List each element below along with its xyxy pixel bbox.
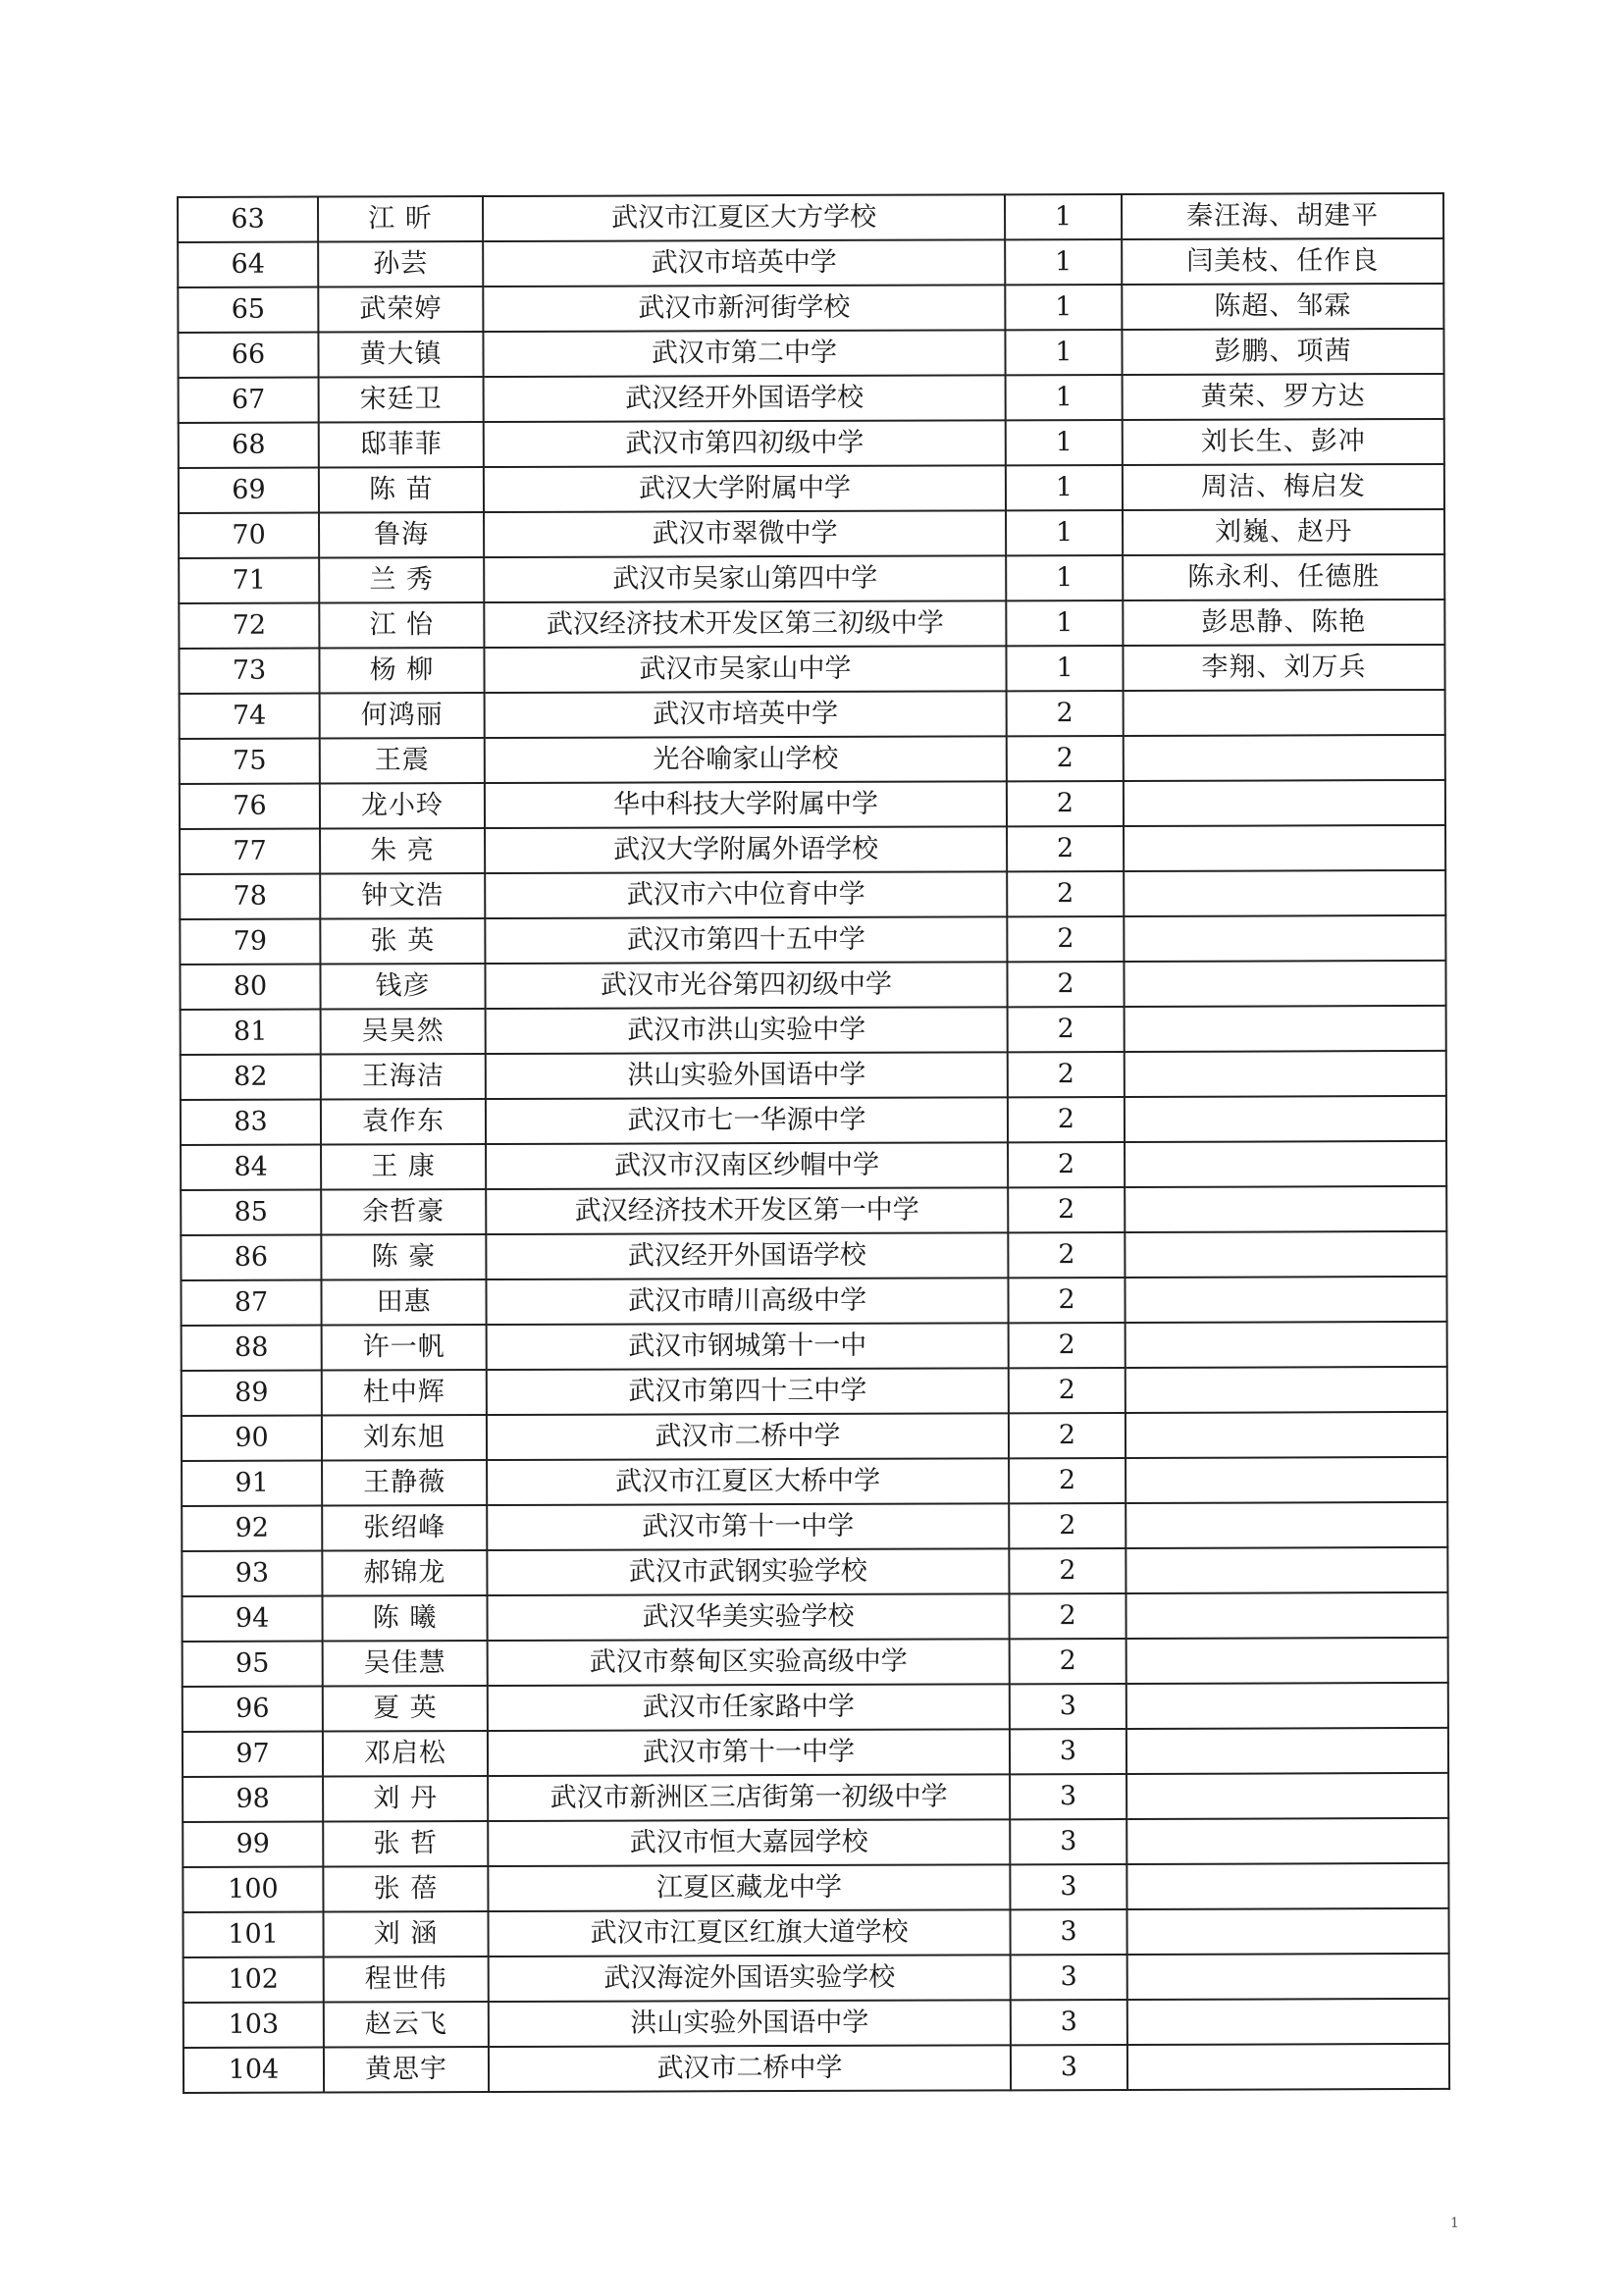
- school-cell: 武汉大学附属外语学校: [485, 826, 1007, 873]
- row-number-cell: 100: [183, 1867, 323, 1912]
- table-row: [181, 1006, 1446, 1055]
- mentor-cell: [1124, 825, 1445, 871]
- school-cell: 武汉市翠微中学: [484, 510, 1006, 557]
- table-row: [179, 374, 1444, 423]
- row-number-cell: 77: [180, 829, 320, 874]
- mentor-cell: [1126, 1818, 1448, 1864]
- row-number-cell: 81: [181, 1010, 321, 1055]
- row-number-cell: 63: [178, 197, 318, 242]
- school-cell: 武汉市第十一中学: [488, 1729, 1010, 1776]
- school-cell: 武汉海淀外国语实验学校: [489, 1955, 1011, 2002]
- table-row: [182, 1412, 1447, 1461]
- table-row: [183, 1908, 1448, 1957]
- award-level-cell: 1: [1006, 510, 1123, 555]
- row-number-cell: 92: [182, 1506, 322, 1551]
- table-row: [182, 1322, 1447, 1371]
- table-row: [182, 1367, 1447, 1416]
- mentor-cell: 彭鹏、项茜: [1122, 329, 1443, 375]
- mentor-cell: 黄荣、罗方达: [1123, 374, 1444, 420]
- name-cell: 何鸿丽: [320, 693, 485, 739]
- award-level-cell: 1: [1006, 420, 1123, 465]
- row-number-cell: 79: [180, 919, 320, 965]
- table-row: [182, 1547, 1447, 1596]
- row-number-cell: 103: [183, 2003, 324, 2048]
- mentor-cell: [1126, 1412, 1447, 1458]
- row-number-cell: 102: [183, 1957, 324, 2003]
- table-row: [181, 1141, 1446, 1190]
- award-level-cell: 2: [1008, 1142, 1125, 1187]
- school-cell: 武汉经济技术开发区第三初级中学: [484, 600, 1006, 648]
- mentor-cell: [1126, 1457, 1447, 1503]
- table-row: [183, 1818, 1448, 1867]
- mentor-cell: [1124, 961, 1445, 1007]
- name-cell: 刘东旭: [322, 1415, 487, 1461]
- school-cell: 武汉市钢城第十一中: [487, 1323, 1009, 1370]
- table-row: [180, 825, 1445, 874]
- table-row: [178, 284, 1443, 333]
- row-number-cell: 74: [180, 694, 320, 739]
- name-cell: 龙小玲: [320, 783, 485, 829]
- name-cell: 郝锦龙: [322, 1550, 487, 1596]
- mentor-cell: [1124, 690, 1445, 736]
- award-level-cell: 3: [1010, 1729, 1126, 1774]
- school-cell: 武汉市培英中学: [485, 691, 1007, 738]
- row-number-cell: 72: [179, 603, 319, 649]
- school-cell: 江夏区藏龙中学: [488, 1864, 1010, 1911]
- award-level-cell: 2: [1009, 1323, 1126, 1368]
- award-level-cell: 2: [1007, 736, 1124, 781]
- mentor-cell: [1126, 1592, 1447, 1639]
- school-cell: 武汉市江夏区红旗大道学校: [488, 1909, 1010, 1957]
- name-cell: 王震: [320, 738, 485, 784]
- table-row: [180, 915, 1445, 965]
- mentor-cell: [1126, 1683, 1448, 1729]
- row-number-cell: 82: [181, 1055, 321, 1100]
- name-cell: 武荣婷: [318, 287, 483, 333]
- row-number-cell: 65: [178, 287, 318, 333]
- school-cell: 武汉市第十一中学: [487, 1503, 1009, 1550]
- award-level-cell: 1: [1006, 600, 1123, 646]
- school-cell: 华中科技大学附属中学: [485, 781, 1007, 828]
- award-level-cell: 3: [1010, 1684, 1126, 1729]
- award-level-cell: 2: [1007, 781, 1124, 826]
- award-level-cell: 1: [1005, 285, 1122, 330]
- row-number-cell: 83: [181, 1100, 321, 1145]
- school-cell: 武汉市晴川高级中学: [486, 1278, 1008, 1325]
- name-cell: 黄思宇: [324, 2047, 489, 2093]
- row-number-cell: 91: [182, 1461, 322, 1506]
- award-level-cell: 1: [1006, 646, 1123, 691]
- table-row: [183, 1683, 1448, 1732]
- name-cell: 朱 亮: [320, 828, 485, 874]
- mentor-cell: [1127, 1999, 1449, 2045]
- table-row: [181, 1231, 1446, 1280]
- name-cell: 王静薇: [322, 1460, 487, 1506]
- mentor-cell: [1125, 1231, 1446, 1278]
- name-cell: 张绍峰: [322, 1505, 487, 1551]
- table-row: [181, 1186, 1446, 1235]
- roster-table-body: [178, 193, 1449, 2093]
- school-cell: 武汉市吴家山中学: [484, 646, 1006, 693]
- school-cell: 武汉市吴家山第四中学: [484, 555, 1006, 602]
- table-row: [180, 780, 1445, 829]
- mentor-cell: 陈超、邹霖: [1122, 284, 1443, 330]
- award-level-cell: 2: [1009, 1593, 1126, 1639]
- mentor-cell: [1127, 1954, 1449, 2000]
- table-row: [178, 193, 1443, 242]
- school-cell: 武汉市光谷第四初级中学: [485, 962, 1007, 1009]
- school-cell: 武汉市二桥中学: [489, 2045, 1011, 2092]
- award-level-cell: 3: [1011, 2045, 1127, 2090]
- table-row: [183, 2044, 1449, 2093]
- table-row: [178, 238, 1443, 287]
- award-level-cell: 1: [1006, 555, 1123, 600]
- award-level-cell: 2: [1008, 1187, 1125, 1232]
- award-level-cell: 1: [1005, 194, 1122, 239]
- mentor-cell: [1125, 1096, 1446, 1142]
- mentor-cell: 刘巍、赵丹: [1123, 509, 1444, 555]
- row-number-cell: 101: [183, 1912, 323, 1957]
- school-cell: 武汉市培英中学: [483, 239, 1005, 287]
- row-number-cell: 85: [181, 1190, 321, 1235]
- row-number-cell: 87: [181, 1280, 321, 1326]
- name-cell: 钱彦: [320, 964, 485, 1010]
- row-number-cell: 66: [178, 333, 318, 378]
- mentor-cell: [1125, 1051, 1446, 1097]
- name-cell: 杜中辉: [322, 1370, 487, 1416]
- name-cell: 杨 柳: [319, 648, 484, 694]
- row-number-cell: 75: [180, 739, 320, 784]
- row-number-cell: 90: [182, 1416, 322, 1461]
- school-cell: 武汉市汉南区纱帽中学: [486, 1142, 1008, 1189]
- school-cell: 武汉市第四初级中学: [484, 420, 1006, 467]
- school-cell: 武汉市六中位育中学: [485, 871, 1007, 918]
- table-row: [179, 419, 1444, 468]
- school-cell: 武汉市二桥中学: [487, 1413, 1009, 1460]
- award-level-cell: 2: [1008, 1278, 1125, 1323]
- row-number-cell: 67: [179, 378, 319, 423]
- mentor-cell: [1125, 1006, 1446, 1052]
- name-cell: 陈 苗: [319, 467, 484, 513]
- school-cell: 武汉市恒大嘉园学校: [488, 1819, 1010, 1866]
- table-row: [181, 1096, 1446, 1145]
- row-number-cell: 71: [179, 558, 319, 603]
- mentor-cell: [1124, 915, 1445, 962]
- mentor-cell: [1126, 1908, 1448, 1955]
- name-cell: 程世伟: [324, 1957, 489, 2003]
- name-cell: 余哲豪: [321, 1189, 486, 1235]
- award-level-cell: 1: [1006, 375, 1123, 420]
- page-number: 1: [1450, 2216, 1459, 2231]
- mentor-cell: 刘长生、彭冲: [1123, 419, 1444, 465]
- name-cell: 江 昕: [318, 196, 483, 242]
- award-level-cell: 2: [1007, 962, 1124, 1007]
- school-cell: 武汉市江夏区大桥中学: [487, 1458, 1009, 1505]
- row-number-cell: 64: [178, 242, 318, 287]
- name-cell: 兰 秀: [319, 557, 484, 603]
- mentor-cell: [1126, 1728, 1448, 1774]
- table-row: [180, 870, 1445, 919]
- row-number-cell: 104: [183, 2048, 324, 2093]
- school-cell: 洪山实验外国语中学: [486, 1052, 1008, 1099]
- table-row: [179, 554, 1444, 603]
- award-level-cell: 3: [1011, 2000, 1127, 2045]
- name-cell: 张 哲: [323, 1821, 488, 1867]
- award-level-cell: 3: [1010, 1909, 1126, 1955]
- award-level-cell: 3: [1010, 1864, 1126, 1909]
- award-level-cell: 2: [1008, 1097, 1125, 1142]
- name-cell: 陈 曦: [322, 1595, 487, 1642]
- award-level-cell: 2: [1008, 1007, 1125, 1052]
- row-number-cell: 99: [183, 1822, 323, 1867]
- award-level-cell: 3: [1010, 1819, 1126, 1864]
- mentor-cell: 秦汪海、胡建平: [1122, 193, 1443, 239]
- mentor-cell: [1126, 1367, 1447, 1413]
- table-row: [183, 1954, 1449, 2003]
- award-level-cell: 2: [1009, 1548, 1126, 1593]
- table-row: [182, 1457, 1447, 1506]
- table-row: [180, 690, 1445, 739]
- mentor-cell: 闫美枝、任作良: [1122, 238, 1443, 285]
- award-level-cell: 2: [1007, 916, 1124, 962]
- name-cell: 邸菲菲: [319, 422, 484, 468]
- name-cell: 陈 豪: [321, 1234, 486, 1280]
- school-cell: 光谷喻家山学校: [485, 736, 1007, 783]
- table-row: [183, 1999, 1449, 2048]
- row-number-cell: 88: [182, 1326, 322, 1371]
- school-cell: 武汉大学附属中学: [484, 465, 1006, 512]
- mentor-cell: [1127, 2044, 1449, 2090]
- name-cell: 黄大镇: [318, 332, 483, 378]
- school-cell: 武汉华美实验学校: [487, 1593, 1009, 1641]
- name-cell: 吴佳慧: [323, 1641, 488, 1687]
- mentor-cell: 彭思静、陈艳: [1123, 600, 1444, 646]
- table-row: [182, 1502, 1447, 1551]
- school-cell: 武汉经济技术开发区第一中学: [486, 1187, 1008, 1234]
- row-number-cell: 95: [183, 1642, 323, 1687]
- mentor-cell: [1124, 735, 1445, 781]
- row-number-cell: 93: [182, 1551, 322, 1596]
- award-level-cell: 2: [1007, 691, 1124, 736]
- mentor-cell: [1126, 1773, 1448, 1819]
- name-cell: 张 蓓: [323, 1866, 488, 1912]
- table-row: [179, 600, 1444, 649]
- mentor-cell: [1126, 1502, 1447, 1548]
- mentor-cell: [1126, 1322, 1447, 1368]
- name-cell: 邓启松: [323, 1731, 488, 1777]
- name-cell: 宋廷卫: [319, 377, 484, 423]
- row-number-cell: 98: [183, 1777, 323, 1822]
- mentor-cell: [1125, 1277, 1446, 1323]
- mentor-cell: [1125, 1186, 1446, 1232]
- name-cell: 江 怡: [319, 602, 484, 649]
- award-level-cell: 2: [1010, 1639, 1126, 1684]
- school-cell: 武汉经开外国语学校: [486, 1232, 1008, 1279]
- table-row: [179, 464, 1444, 513]
- name-cell: 许一帆: [322, 1325, 487, 1371]
- row-number-cell: 94: [182, 1596, 322, 1642]
- school-cell: 武汉市第四十三中学: [487, 1368, 1009, 1415]
- award-level-cell: 1: [1005, 239, 1122, 285]
- table-row: [179, 509, 1444, 558]
- table-row: [182, 1592, 1447, 1642]
- table-row: [183, 1638, 1448, 1687]
- school-cell: 武汉市第二中学: [483, 330, 1005, 377]
- school-cell: 武汉市江夏区大方学校: [483, 194, 1005, 241]
- table-row: [180, 735, 1445, 784]
- school-cell: 武汉市第四十五中学: [485, 916, 1007, 964]
- award-level-cell: 3: [1010, 1774, 1126, 1819]
- mentor-cell: [1126, 1547, 1447, 1593]
- row-number-cell: 78: [180, 874, 320, 919]
- name-cell: 王 康: [321, 1144, 486, 1190]
- name-cell: 孙芸: [318, 241, 483, 287]
- award-level-cell: 2: [1009, 1458, 1126, 1503]
- school-cell: 武汉市七一华源中学: [486, 1097, 1008, 1144]
- row-number-cell: 76: [180, 784, 320, 829]
- name-cell: 王海洁: [321, 1054, 486, 1100]
- row-number-cell: 80: [180, 965, 320, 1010]
- row-number-cell: 97: [183, 1732, 323, 1777]
- mentor-cell: [1126, 1638, 1448, 1684]
- name-cell: 赵云飞: [324, 2002, 489, 2048]
- table-row: [180, 961, 1445, 1010]
- table-row: [179, 645, 1444, 694]
- school-cell: 武汉市任家路中学: [488, 1684, 1010, 1731]
- row-number-cell: 73: [179, 649, 319, 694]
- mentor-cell: [1125, 1141, 1446, 1187]
- table-row: [181, 1051, 1446, 1100]
- name-cell: 袁作东: [321, 1099, 486, 1145]
- mentor-cell: 陈永利、任德胜: [1123, 554, 1444, 600]
- award-level-cell: 2: [1007, 826, 1124, 871]
- row-number-cell: 69: [179, 468, 319, 513]
- table-row: [183, 1728, 1448, 1777]
- award-level-cell: 2: [1008, 1232, 1125, 1278]
- name-cell: 钟文浩: [320, 873, 485, 919]
- school-cell: 武汉市武钢实验学校: [487, 1548, 1009, 1595]
- row-number-cell: 96: [183, 1687, 323, 1732]
- award-roster-table: [177, 192, 1450, 2094]
- table-row: [178, 329, 1443, 378]
- table-row: [183, 1773, 1448, 1822]
- row-number-cell: 68: [179, 423, 319, 468]
- mentor-cell: [1124, 870, 1445, 916]
- name-cell: 田惠: [321, 1279, 486, 1326]
- mentor-cell: 李翔、刘万兵: [1123, 645, 1444, 691]
- table-row: [183, 1863, 1448, 1912]
- award-level-cell: 1: [1006, 465, 1123, 510]
- name-cell: 鲁海: [319, 512, 484, 558]
- school-cell: 武汉市新洲区三店街第一初级中学: [488, 1774, 1010, 1821]
- name-cell: 刘 涵: [323, 1911, 488, 1957]
- mentor-cell: [1124, 780, 1445, 826]
- award-level-cell: 2: [1007, 871, 1124, 916]
- row-number-cell: 86: [181, 1235, 321, 1280]
- school-cell: 武汉市蔡甸区实验高级中学: [488, 1639, 1010, 1686]
- school-cell: 洪山实验外国语中学: [489, 2000, 1011, 2047]
- award-level-cell: 2: [1009, 1413, 1126, 1458]
- name-cell: 刘 丹: [323, 1776, 488, 1822]
- award-level-cell: 2: [1008, 1052, 1125, 1097]
- award-level-cell: 2: [1009, 1503, 1126, 1548]
- name-cell: 张 英: [320, 918, 485, 965]
- name-cell: 吴昊然: [321, 1009, 486, 1055]
- row-number-cell: 89: [182, 1371, 322, 1416]
- award-level-cell: 3: [1011, 1955, 1127, 2000]
- table-row: [181, 1277, 1446, 1326]
- school-cell: 武汉市洪山实验中学: [486, 1007, 1008, 1054]
- school-cell: 武汉市新河街学校: [483, 285, 1005, 332]
- award-level-cell: 1: [1005, 330, 1122, 375]
- name-cell: 夏 英: [323, 1686, 488, 1732]
- school-cell: 武汉经开外国语学校: [484, 375, 1006, 422]
- mentor-cell: [1126, 1863, 1448, 1909]
- row-number-cell: 84: [181, 1145, 321, 1190]
- row-number-cell: 70: [179, 513, 319, 558]
- award-level-cell: 2: [1009, 1368, 1126, 1413]
- mentor-cell: 周洁、梅启发: [1123, 464, 1444, 510]
